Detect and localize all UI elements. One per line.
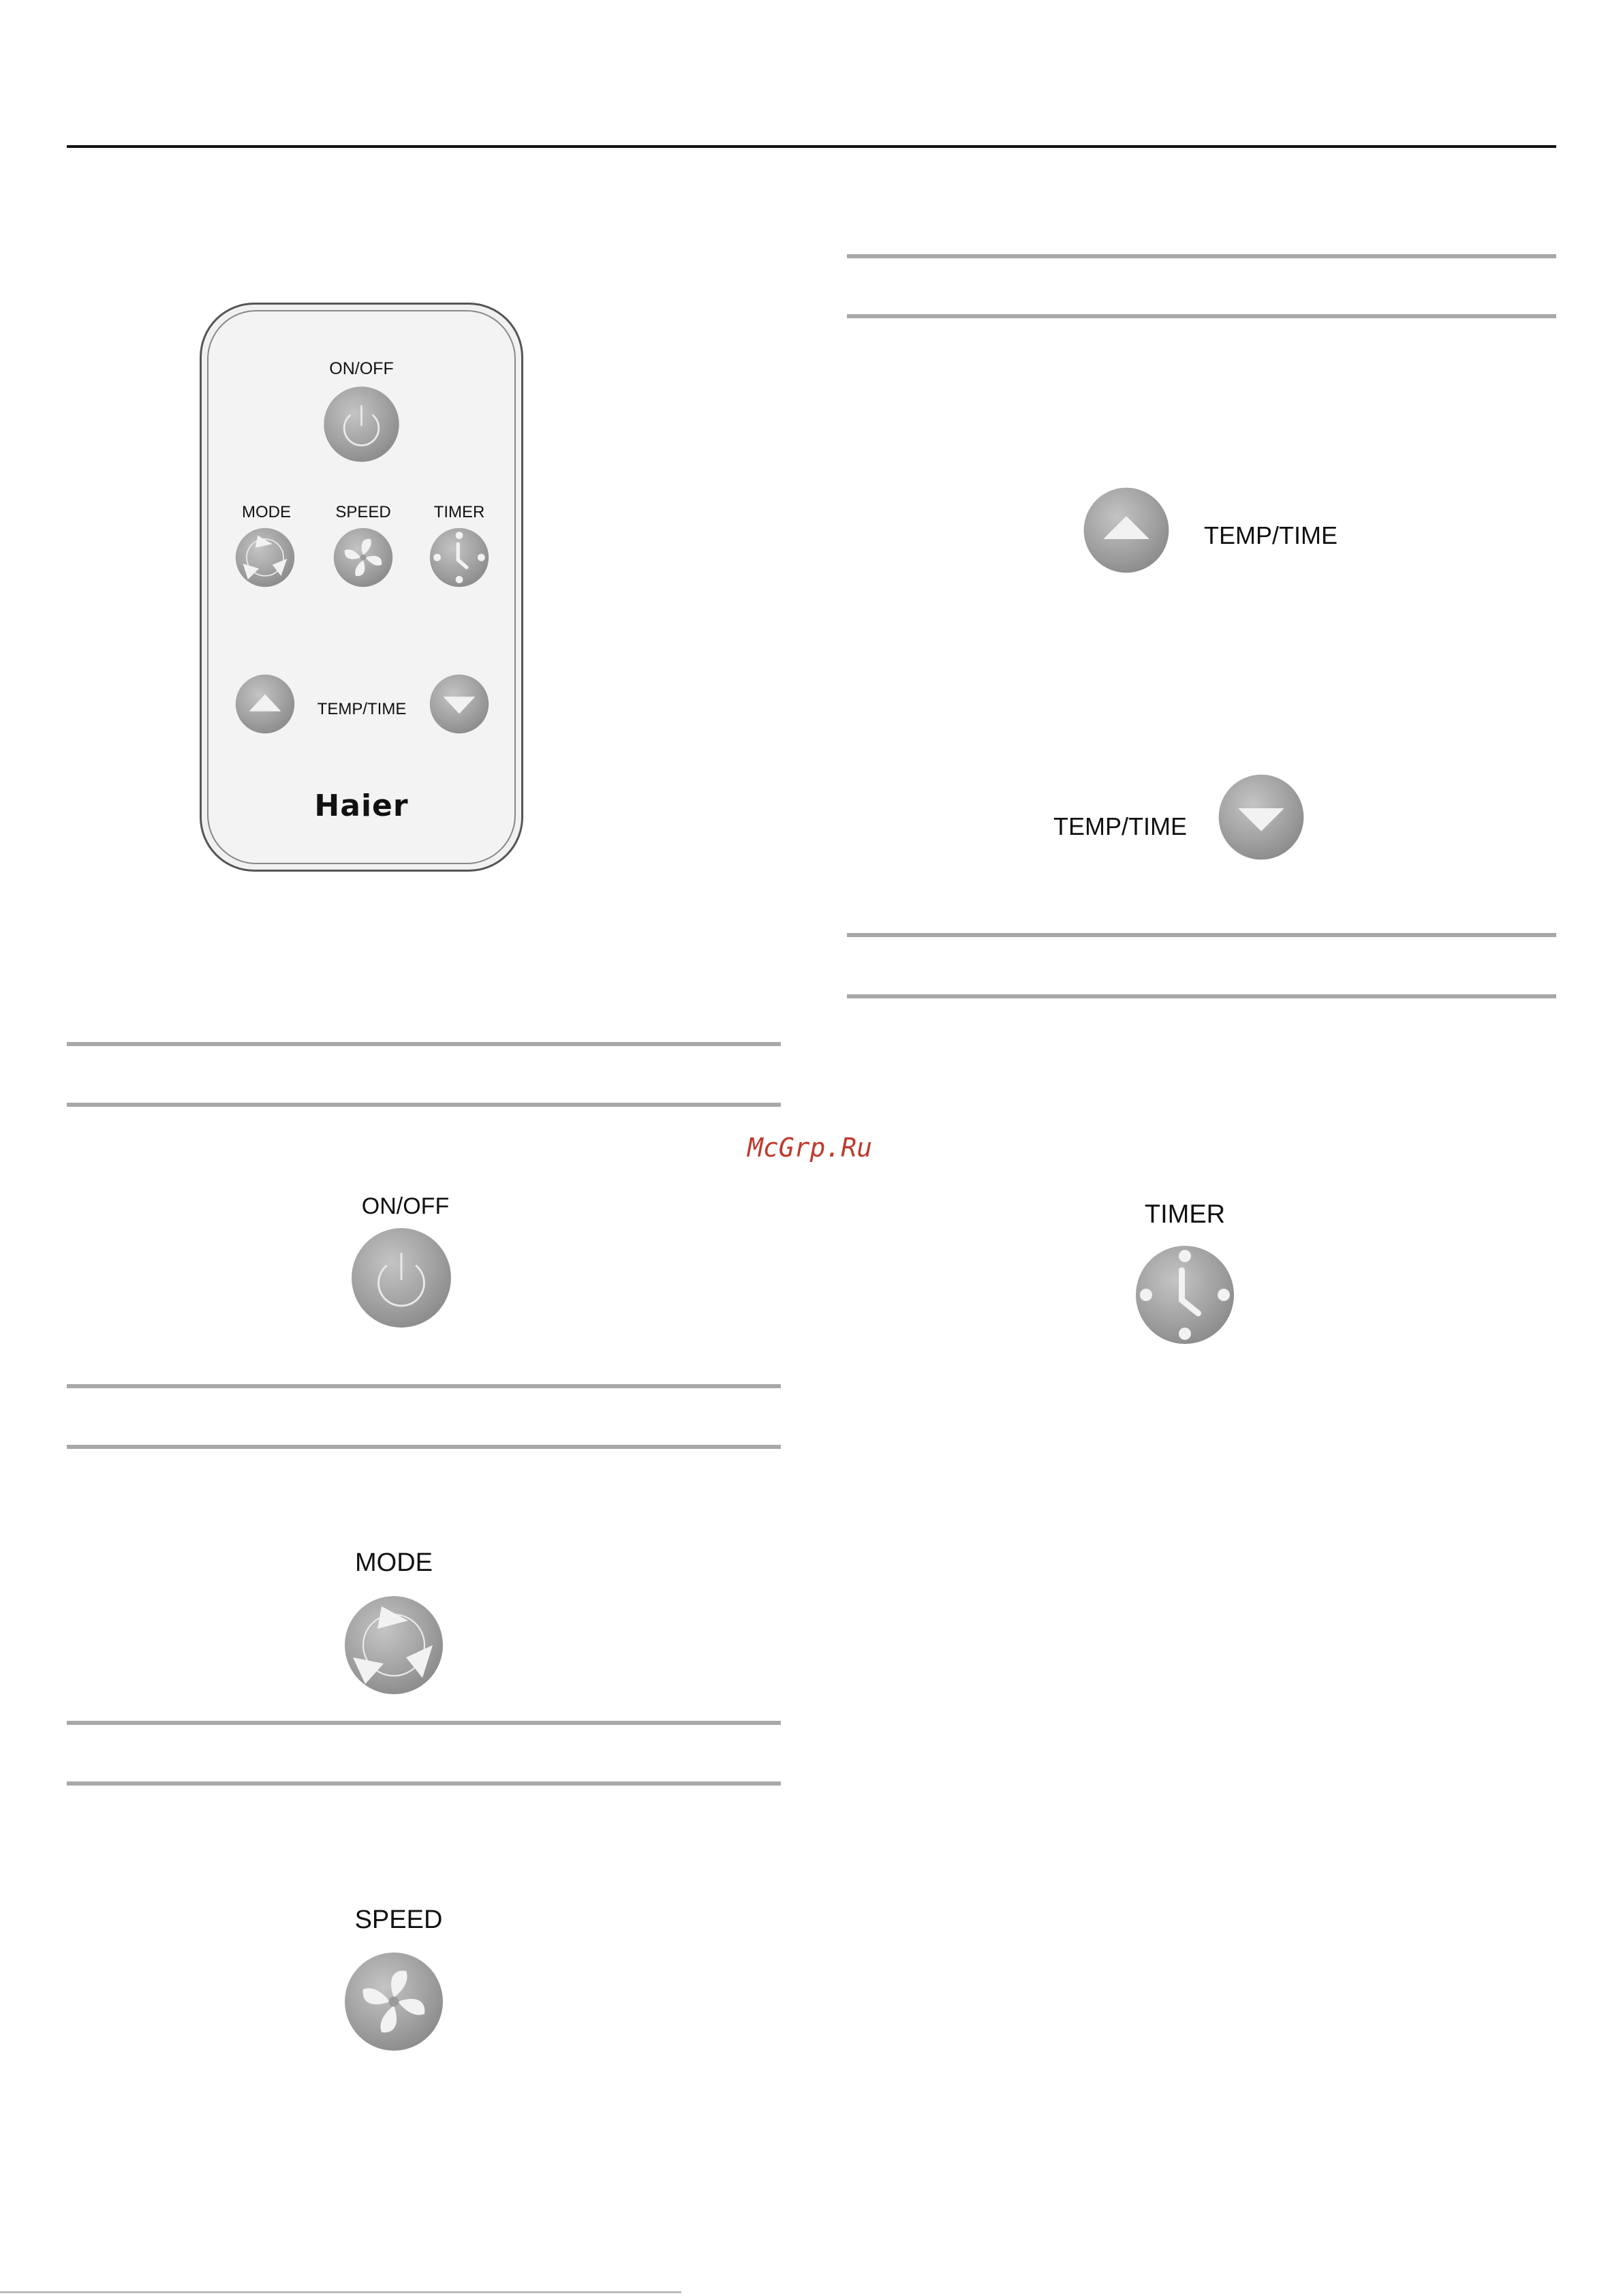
section-rule: [847, 994, 1556, 998]
clock-icon: [429, 527, 490, 588]
header-rule: [67, 145, 1556, 148]
section-rule: [847, 254, 1556, 258]
footer-rule: [0, 2291, 681, 2293]
brand-logo: Haier: [314, 789, 409, 823]
remote-speed-label: SPEED: [335, 503, 391, 521]
remote-control: [200, 303, 523, 872]
remote-temp-up-button[interactable]: [234, 673, 296, 735]
section-rule: [847, 933, 1556, 937]
remote-temp-time-label: TEMP/TIME: [317, 700, 407, 718]
fan-icon: [343, 1950, 445, 2053]
temp-up-button[interactable]: [1082, 486, 1171, 575]
triangle-down-icon: [1217, 773, 1305, 861]
watermark: McGrp.Ru: [747, 1133, 873, 1163]
section-rule: [67, 1781, 781, 1786]
fan-icon: [333, 527, 394, 588]
timer-label: TIMER: [1144, 1200, 1226, 1229]
temp-down-label: TEMP/TIME: [1053, 812, 1187, 840]
power-icon: [350, 1226, 453, 1330]
temp-up-label: TEMP/TIME: [1204, 521, 1338, 549]
timer-button[interactable]: [1134, 1244, 1236, 1346]
mode-button[interactable]: [343, 1594, 445, 1696]
remote-mode-button[interactable]: [234, 527, 296, 588]
triangle-up-icon: [234, 673, 296, 735]
section-rule: [67, 1042, 781, 1046]
temp-down-button[interactable]: [1217, 773, 1305, 861]
remote-power-button[interactable]: [322, 385, 401, 463]
remote-timer-label: TIMER: [433, 503, 485, 521]
power-button[interactable]: [350, 1226, 453, 1330]
section-rule: [847, 314, 1556, 318]
on-off-label: ON/OFF: [361, 1193, 450, 1219]
remote-mode-label: MODE: [242, 503, 291, 521]
remote-speed-button[interactable]: [333, 527, 394, 588]
remote-on-off-label: ON/OFF: [329, 359, 394, 378]
mode-cycle-icon: [234, 527, 296, 588]
triangle-down-icon: [429, 673, 490, 735]
clock-icon: [1134, 1244, 1236, 1346]
mode-label: MODE: [355, 1548, 433, 1577]
triangle-up-icon: [1082, 486, 1171, 575]
mode-cycle-icon: [343, 1594, 445, 1696]
remote-timer-button[interactable]: [429, 527, 490, 588]
speed-button[interactable]: [343, 1950, 445, 2053]
speed-label: SPEED: [354, 1905, 443, 1934]
remote-temp-down-button[interactable]: [429, 673, 490, 735]
section-rule: [67, 1445, 781, 1449]
section-rule: [67, 1103, 781, 1107]
section-rule: [67, 1384, 781, 1388]
power-icon: [322, 385, 401, 463]
section-rule: [67, 1721, 781, 1725]
